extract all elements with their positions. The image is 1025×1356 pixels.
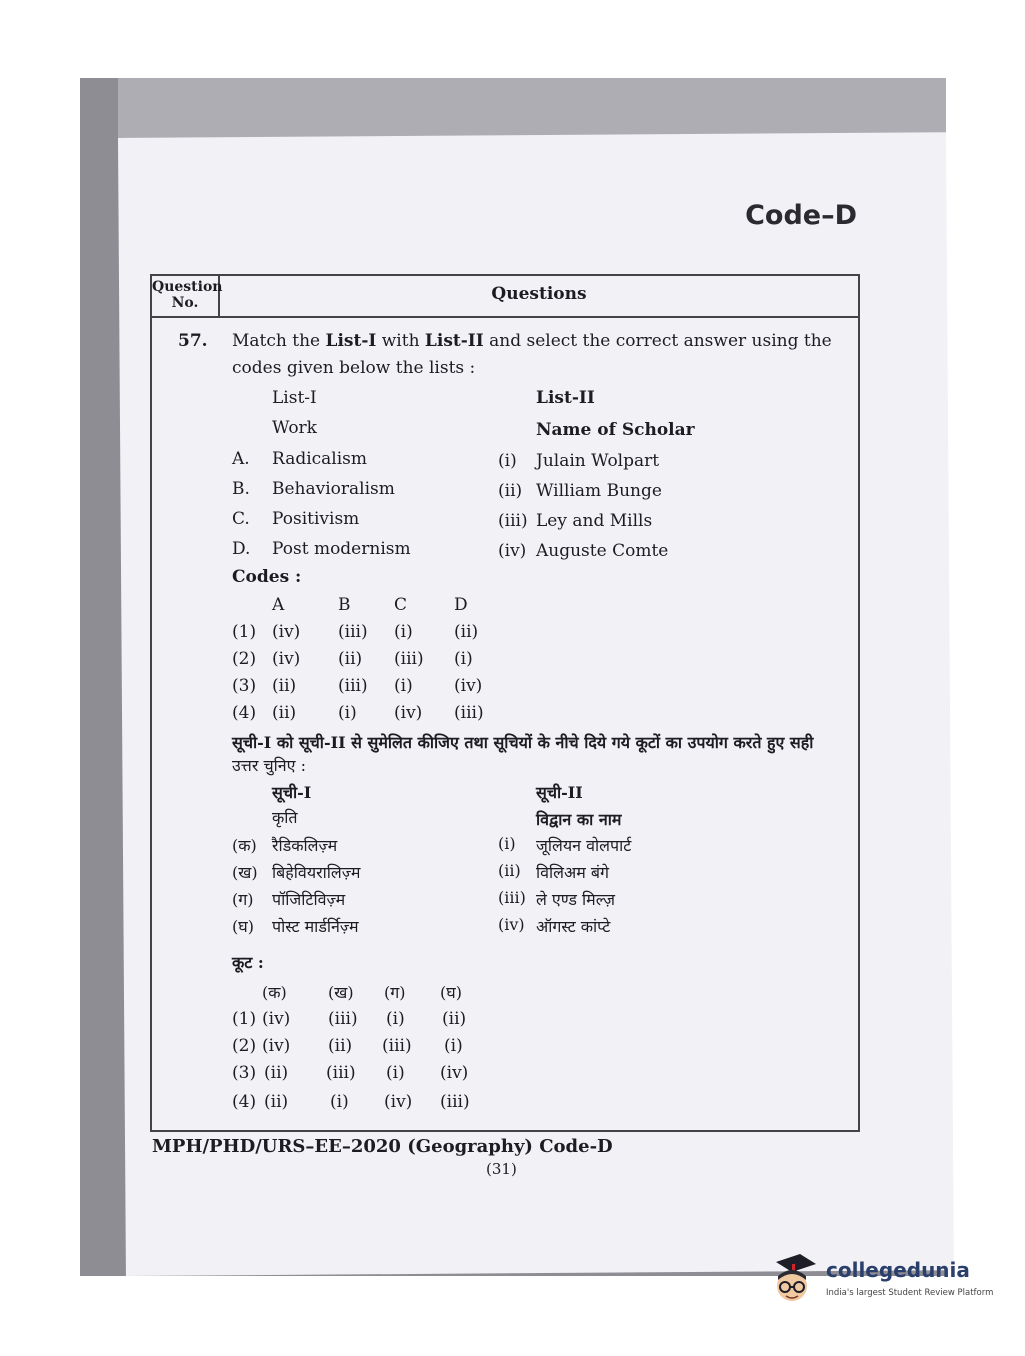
table-header [152,276,858,318]
code-cell: (i) [338,703,357,723]
hi-code-cell: (iii) [326,1063,356,1083]
list2-item: William Bunge [536,481,662,501]
question-number: 57. [178,331,208,351]
list1-item: Radicalism [272,449,368,469]
hi-list1-title: सूची-I [272,783,312,802]
code-cell: (iv) [272,649,301,669]
hi-code-option: (4) [232,1092,257,1112]
collegedunia-tagline: India's largest Student Review Platform [826,1288,994,1298]
hi-codes-head: (घ) [440,983,462,1002]
code-cell: (i) [394,676,413,696]
hi-list2-subtitle: विद्वान का नाम [536,810,622,829]
codes-label: Codes : [232,567,302,587]
hi-list1-item: बिहेवियरालिज़्म [272,863,361,882]
hi-list2-key: (i) [498,834,516,853]
list2-item: Auguste Comte [536,541,669,561]
code-cell: (iii) [338,676,368,696]
list2-key: (iv) [498,541,527,561]
codes-head: D [454,595,468,615]
list1-item: Post modernism [272,539,411,559]
list1-subtitle: Work [272,418,317,438]
graduate-mascot-icon [770,1252,818,1308]
hi-code-cell: (ii) [264,1063,289,1083]
list2-item: Ley and Mills [536,511,653,531]
hi-code-cell: (iii) [382,1036,412,1056]
hi-list2-key: (iv) [498,915,525,934]
code-cell: (ii) [272,703,297,723]
code-cell: (ii) [338,649,363,669]
code-cell: (iii) [454,703,484,723]
hi-list1-key: (ख) [232,863,258,882]
hi-code-cell: (iii) [440,1092,470,1112]
hi-code-option: (1) [232,1009,257,1029]
code-option: (4) [232,703,257,723]
hi-code-cell: (i) [386,1009,405,1029]
hi-code-option: (2) [232,1036,257,1056]
hi-code-cell: (i) [386,1063,405,1083]
list2-title: List-II [536,388,595,408]
list1-key: C. [232,509,250,529]
code-cell: (iv) [394,703,423,723]
hi-list2-item: जूलियन वोलपार्ट [536,836,632,855]
hi-code-option: (3) [232,1063,257,1083]
question-table [150,274,860,1132]
hi-code-cell: (iv) [262,1009,291,1029]
code-option: (2) [232,649,257,669]
scan-top-sheet [118,78,946,138]
codes-head: A [272,595,285,615]
hi-list2-item: ले एण्ड मिल्ज़ [536,890,615,909]
hi-code-cell: (iv) [262,1036,291,1056]
hi-list1-item: रैडिकलिज़्म [272,836,338,855]
list2-subtitle: Name of Scholar [536,420,695,440]
hi-codes-head: (क) [262,983,287,1002]
hi-codes-head: (ख) [328,983,354,1002]
collegedunia-brand: collegedunia [826,1258,970,1282]
hi-code-cell: (ii) [442,1009,467,1029]
list1-key: B. [232,479,250,499]
hi-code-cell: (iv) [384,1092,413,1112]
code-cell: (iv) [454,676,483,696]
list1-title: List-I [272,388,317,408]
code-cell: (iv) [272,622,301,642]
list1-item: Positivism [272,509,360,529]
code-cell: (iii) [394,649,424,669]
question-instruction-hi-2: उत्तर चुनिए : [232,756,306,775]
hi-codes-label: कूट : [232,953,264,972]
hi-list1-key: (ग) [232,890,254,909]
collegedunia-watermark [770,1252,994,1312]
list1-key: D. [232,539,251,559]
question-instruction-en: Match the List-I with List-II and select the correct answer using the [232,331,832,351]
question-instruction-hi: सूची-I को सूची-II से सुमेलित कीजिए तथा सूचियों के नीचे दिये गये कूटों का उपयोग करते हुए सही [232,733,814,752]
code-cell: (i) [454,649,473,669]
hi-code-cell: (i) [330,1092,349,1112]
list2-key: (ii) [498,481,523,501]
header-question-no: Question No. [152,276,220,316]
paper-code: Code–D [745,200,857,231]
hi-list2-title: सूची-II [536,783,583,802]
hi-list2-key: (iii) [498,888,526,907]
header-questions: Questions [491,284,587,304]
hi-code-cell: (iii) [328,1009,358,1029]
codes-head: C [394,595,408,615]
hi-code-cell: (i) [444,1036,463,1056]
hi-code-cell: (ii) [264,1092,289,1112]
hi-list1-key: (घ) [232,917,254,936]
hi-codes-head: (ग) [384,983,406,1002]
code-option: (3) [232,676,257,696]
hi-list2-item: विलिअम बंगे [536,863,610,882]
hi-list1-key: (क) [232,836,257,855]
page-number: (31) [486,1160,517,1178]
exam-footer: MPH/PHD/URS–EE–2020 (Geography) Code-D [152,1136,613,1157]
hi-list2-item: ऑगस्ट कांप्टे [536,917,611,936]
code-cell: (ii) [454,622,479,642]
hi-code-cell: (ii) [328,1036,353,1056]
codes-head: B [338,595,351,615]
hi-code-cell: (iv) [440,1063,469,1083]
list2-item: Julain Wolpart [536,451,660,471]
list1-item: Behavioralism [272,479,395,499]
list1-key: A. [232,449,250,469]
hi-list1-item: पॉजिटिविज़्म [272,890,346,909]
list2-key: (iii) [498,511,528,531]
code-option: (1) [232,622,257,642]
code-cell: (i) [394,622,413,642]
hi-list2-key: (ii) [498,861,521,880]
hi-list1-subtitle: कृति [272,808,298,827]
question-instruction-en-2: codes given below the lists : [232,358,476,378]
code-cell: (iii) [338,622,368,642]
code-cell: (ii) [272,676,297,696]
hi-list1-item: पोस्ट मार्डर्निज़्म [272,917,359,936]
list2-key: (i) [498,451,517,471]
